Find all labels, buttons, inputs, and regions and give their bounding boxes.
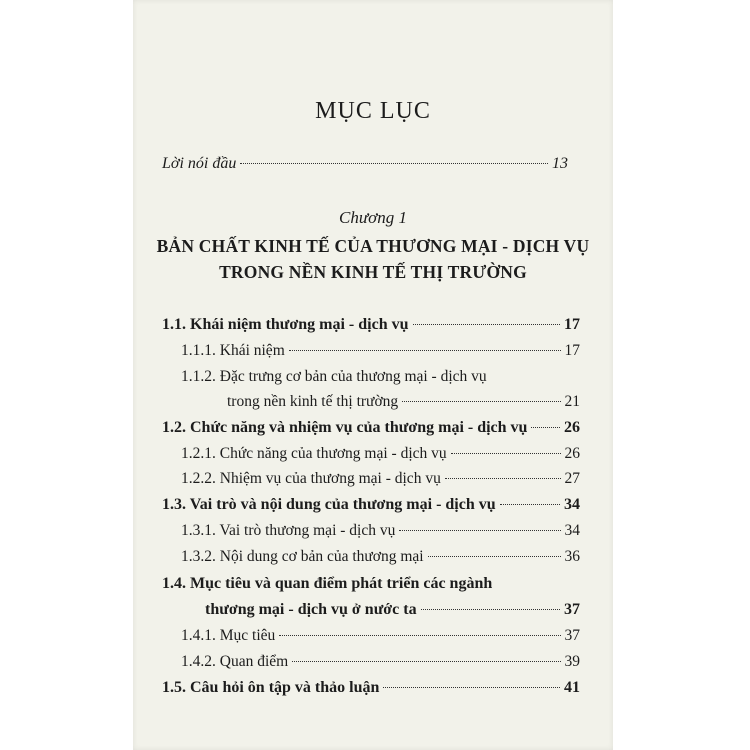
entry-label: 1.1.1. Khái niệm <box>181 342 285 359</box>
entry-label: 1.4.1. Mục tiêu <box>181 627 276 644</box>
entry-page: 39 <box>564 653 580 670</box>
dot-leader <box>289 350 561 351</box>
toc-entry-subsection <box>181 470 580 488</box>
entry-page: 13 <box>552 155 568 172</box>
toc-entry-subsection <box>181 445 580 463</box>
dot-leader <box>421 609 560 610</box>
toc-title: MỤC LỤC <box>315 98 431 124</box>
entry-label: 1.2.2. Nhiệm vụ của thương mại - dịch vụ <box>181 470 441 487</box>
entry-page: 26 <box>564 419 580 436</box>
toc-entry-subsection <box>181 522 580 540</box>
entry-label: Lời nói đầu <box>162 155 237 172</box>
dot-leader <box>292 661 560 662</box>
entry-page: 26 <box>564 445 580 462</box>
toc-entry-section <box>205 601 580 619</box>
entry-page: 34 <box>564 496 580 513</box>
dot-leader <box>383 687 560 688</box>
toc-entry-subsection <box>181 342 580 360</box>
toc-entry-preface <box>162 155 568 173</box>
dot-leader <box>413 324 561 325</box>
entry-page: 37 <box>564 601 580 618</box>
chapter-label: Chương 1 <box>339 208 407 227</box>
entry-label: 1.3.1. Vai trò thương mại - dịch vụ <box>181 522 396 539</box>
entry-label: 1.2.1. Chức năng của thương mại - dịch vụ <box>181 445 447 462</box>
dot-leader <box>279 635 560 636</box>
toc-entry-section <box>162 679 580 697</box>
toc-entry-section <box>162 419 580 437</box>
entry-page: 41 <box>564 679 580 696</box>
entry-page: 17 <box>564 316 580 333</box>
book-page <box>133 0 613 750</box>
toc-entry-section <box>162 316 580 334</box>
dot-leader <box>399 530 560 531</box>
dot-leader <box>451 453 561 454</box>
entry-label: 1.1. Khái niệm thương mại - dịch vụ <box>162 316 409 333</box>
toc-entry-section <box>162 496 580 514</box>
toc-entry-subsection <box>181 548 580 566</box>
entry-label: 1.3. Vai trò và nội dung của thương mại - dịch vụ <box>162 496 496 513</box>
toc-entry-section-line1: 1.4. Mục tiêu và quan điểm phát triển các ngành <box>162 575 493 592</box>
chapter-title-line2: TRONG NỀN KINH TẾ THỊ TRƯỜNG <box>219 262 527 282</box>
entry-page: 27 <box>564 470 580 487</box>
toc-entry-subsection <box>181 627 580 645</box>
dot-leader <box>500 504 560 505</box>
dot-leader <box>402 401 560 402</box>
entry-page: 37 <box>564 627 580 644</box>
entry-label-cont: thương mại - dịch vụ ở nước ta <box>205 601 417 618</box>
dot-leader <box>428 556 561 557</box>
entry-label: 1.5. Câu hỏi ôn tập và thảo luận <box>162 679 380 696</box>
entry-label: 1.2. Chức năng và nhiệm vụ của thương mại - dịch vụ <box>162 419 528 436</box>
chapter-title-line1: BẢN CHẤT KINH TẾ CỦA THƯƠNG MẠI - DỊCH VỤ <box>156 236 590 256</box>
entry-page: 36 <box>564 548 580 565</box>
dot-leader <box>531 427 560 428</box>
entry-label-cont: trong nền kinh tế thị trường <box>227 393 399 410</box>
entry-page: 34 <box>564 522 580 539</box>
toc-entry-subsection <box>181 653 580 671</box>
entry-label: 1.3.2. Nội dung cơ bản của thương mại <box>181 548 424 565</box>
dot-leader <box>240 163 548 164</box>
toc-entry-subsection-line1: 1.1.2. Đặc trưng cơ bản của thương mại - dịch vụ <box>181 368 487 385</box>
dot-leader <box>445 478 561 479</box>
entry-page: 17 <box>564 342 580 359</box>
toc-entry-subsection <box>227 393 580 411</box>
entry-label: 1.4.2. Quan điểm <box>181 653 289 670</box>
entry-page: 21 <box>564 393 580 410</box>
